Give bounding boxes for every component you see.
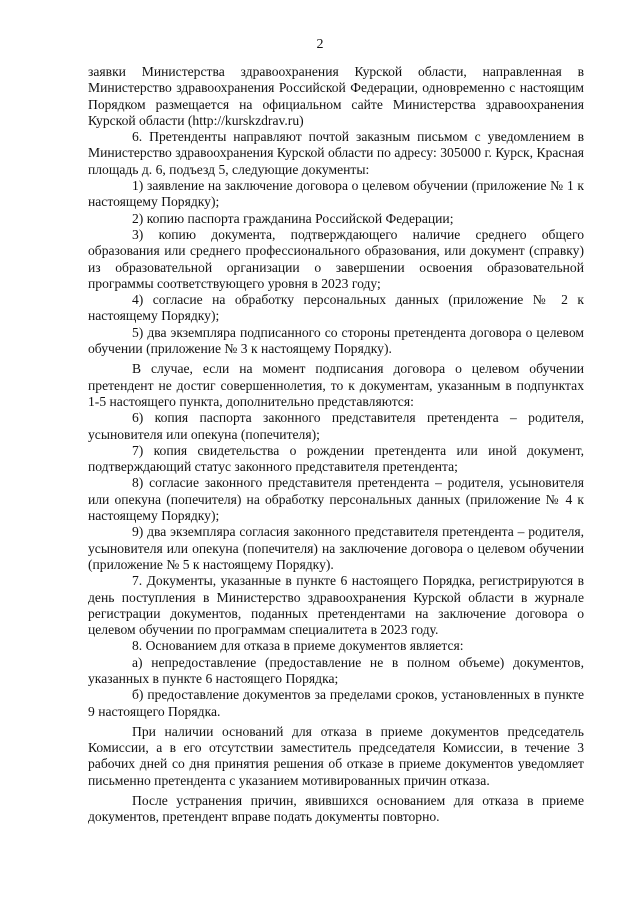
paragraph-item-6: 6. Претенденты направляют почтой заказным письмом с уведомлением в Министерство здравоохранения Курской области по адресу: 305000 г. Курск, Красная площадь д. 6, подъезд 5, следующие документы: xyxy=(88,129,584,177)
list-item-6: 6) копия паспорта законного представителя претендента – родителя, усыновителя или опекуна (попечителя); xyxy=(88,410,584,442)
page-number: 2 xyxy=(316,37,324,52)
document-body xyxy=(88,64,584,826)
paragraph-item-8: 8. Основанием для отказа в приеме документов является: xyxy=(132,638,464,654)
list-item-b: б) предоставление документов за пределами сроков, установленных в пункте 9 настоящего Порядка. xyxy=(88,687,584,719)
list-item-a: а) непредоставление (предоставление не в полном объеме) документов, указанных в пункте 6 настоящего Порядка; xyxy=(88,654,584,686)
list-item-4: 4) согласие на обработку персональных данных (приложение № 2 к настоящему Порядку); xyxy=(88,292,584,324)
paragraph-continuation: заявки Министерства здравоохранения Курской области, направленная в Министерство здравоохранения Российской Федерации, одновременно с настоящим Порядком размещается на официальном сайте Министерства здравоохранения Курской области (http://kurskzdrav.ru) xyxy=(88,64,584,128)
list-item-1: 1) заявление на заключение договора о целевом обучении (приложение № 1 к настоящему Порядку); xyxy=(88,178,584,210)
paragraph-refusal-notice: При наличии оснований для отказа в приеме документов председатель Комиссии, а в его отсутствии заместитель председателя Комиссии, в течение 3 рабочих дней со дня принятия решения об отказе в приеме документов уведомляет письменно претендента с указанием мотивированных причин отказа. xyxy=(88,723,584,788)
list-item-3: 3) копию документа, подтверждающего наличие среднего общего образования или среднего профессионального образования, или документ (справку) из образовательной организации о завершении освоения образовательной программы соответствующего уровня в 2023 году; xyxy=(88,226,584,291)
list-item-7: 7) копия свидетельства о рождении претендента или иной документ, подтверждающий статус законного представителя претендента; xyxy=(88,442,584,475)
paragraph-item-7: 7. Документы, указанные в пункте 6 настоящего Порядка, регистрируются в день поступления в Министерство здравоохранения Курской области в журнале регистрации документов, поданных претендентами на заключение договора о целевом обучении по программам специалитета в 2023 году. xyxy=(88,573,584,638)
list-item-5: 5) два экземпляра подписанного со стороны претендента договора о целевом обучении (приложение № 3 к настоящему Порядку). xyxy=(88,324,584,357)
paragraph-resubmission: После устранения причин, явившихся основанием для отказа в приеме документов, претендент вправе подать документы повторно. xyxy=(88,793,584,825)
list-item-8: 8) согласие законного представителя претендента – родителя, усыновителя или опекуна (попечителя) на обработку персональных данных (приложение № 4 к настоящему Порядку); xyxy=(88,475,584,524)
list-item-9: 9) два экземпляра согласия законного представителя претендента – родителя, усыновителя или опекуна (попечителя) на заключение договора о целевом обучении (приложение № 5 к настоящему Порядку). xyxy=(88,524,584,572)
paragraph-minor-case: В случае, если на момент подписания договора о целевом обучении претендент не достиг совершеннолетия, то к документам, указанным в подпунктах 1-5 настоящего пункта, дополнительно представляются: xyxy=(88,361,584,409)
list-item-2: 2) копию паспорта гражданина Российской Федерации; xyxy=(132,210,454,226)
